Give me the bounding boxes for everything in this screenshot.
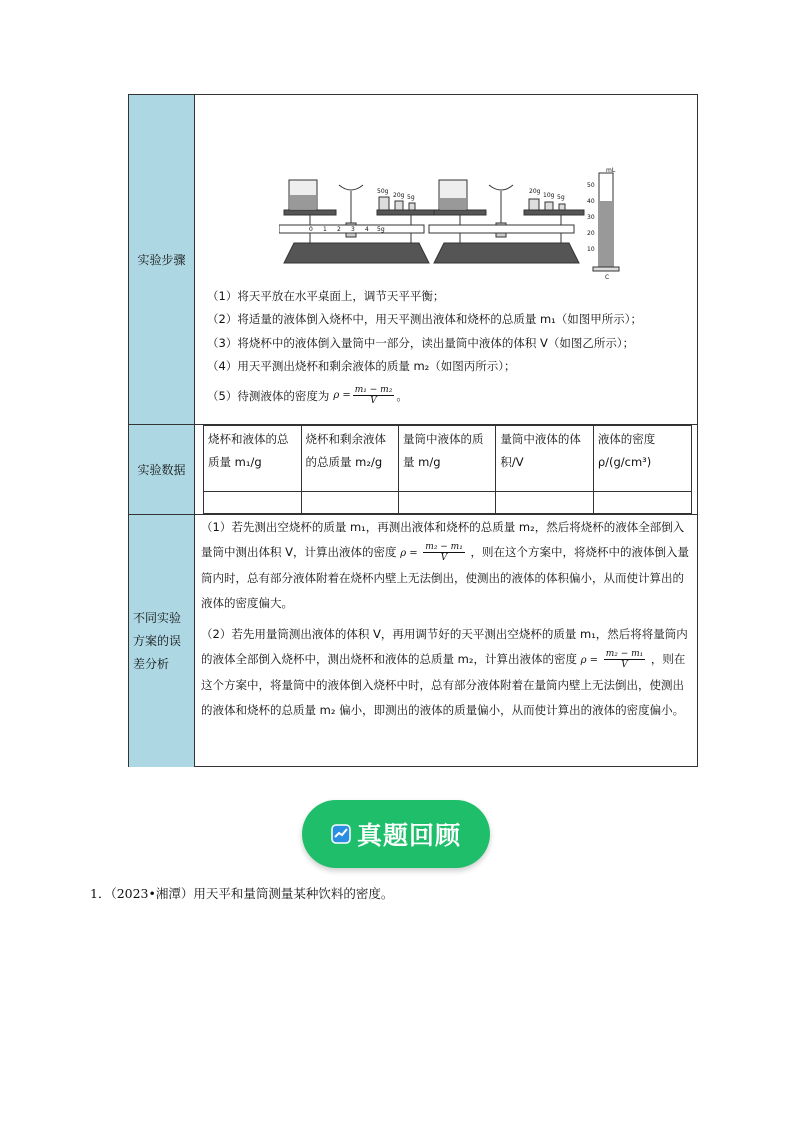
- weight-label-50g: 50g: [377, 188, 389, 195]
- data-header: 烧杯和剩余液体的总质量 m₂/g: [301, 426, 399, 492]
- measuring-cylinder: [593, 173, 619, 271]
- balance-jia: [279, 180, 437, 263]
- error-1-part-1: （1）若先测出空烧杯的质量 m₁，再测出液体和烧杯的总质量 m₂，然后将烧杯的液体全部倒入量筒中测出体积 V，计算出液体的密度: [201, 520, 685, 559]
- data-cell: [204, 492, 302, 514]
- formula-denominator: V: [370, 396, 377, 406]
- formula-numerator: m₂ − m₁: [605, 648, 644, 659]
- step-4: （4）用天平测出烧杯和剩余液体的质量 m₂（如图丙所示）；: [207, 359, 516, 373]
- banner-title: 真题回顾: [356, 821, 461, 850]
- ruler-tick: 0: [309, 226, 313, 233]
- data-header: 量筒中液体的体积/V: [496, 426, 593, 492]
- error-analysis-2: [201, 622, 691, 722]
- balance-bing: [429, 180, 584, 263]
- steps-label: 实验步骤: [137, 252, 186, 267]
- chart-icon: [331, 824, 351, 844]
- data-cell: [399, 492, 496, 514]
- cylinder-unit: mL: [606, 167, 616, 174]
- data-cell: [496, 492, 593, 514]
- error-label: 不同实验方案的误差分析: [133, 610, 182, 671]
- section-banner: [302, 800, 490, 868]
- data-cell: [301, 492, 399, 514]
- balance-figure: [279, 165, 639, 280]
- cylinder-tick: 50: [587, 182, 595, 189]
- step-1: （1）将天平放在水平桌面上，调节天平平衡；: [207, 289, 445, 303]
- density-symbol: ρ =: [333, 389, 351, 401]
- data-label: 实验数据: [137, 462, 186, 477]
- weight-label-20g: 20g: [529, 188, 541, 195]
- error-1-part-2: ，则在这个方案中，将烧杯中的液体倒入量筒内时，总有部分液体附着在烧杯内壁上无法倒出，使测出的液体的体积偏小，从而使计算出的液体的密度偏大。: [201, 544, 689, 610]
- density-symbol: ρ =: [400, 547, 418, 559]
- cylinder-tick: 20: [587, 230, 595, 237]
- weight-label-20g: 20g: [393, 192, 405, 199]
- ruler-tick: 2: [337, 226, 341, 233]
- error-2-part-2: ，则在这个方案中，将量筒中的液体倒入烧杯中时，总有部分液体附着在量筒内壁上无法倒出，使测出的液体和烧杯的总质量 m₂ 偏小，即测出的液体的质量偏小，从而使计算出的液体的密度偏小。: [201, 651, 686, 717]
- formula-denominator: V: [621, 659, 628, 670]
- density-symbol: ρ =: [580, 654, 599, 666]
- weight-label-5g: 5g: [557, 194, 565, 201]
- data-table: [203, 425, 692, 514]
- data-header: 液体的密度 ρ/(g/cm³): [593, 426, 691, 492]
- steps-label-cell: [129, 95, 195, 425]
- data-header: 量筒中液体的质量 m/g: [399, 426, 496, 492]
- cylinder-label: C: [605, 274, 610, 280]
- density-formula: [423, 542, 465, 563]
- step-3: （3）将烧杯中的液体倒入量筒中一部分，读出量筒中液体的体积 V（如图乙所示）；: [207, 336, 635, 350]
- error-analysis-1: [201, 515, 691, 615]
- ruler-tick: 4: [365, 226, 369, 233]
- step-2: （2）将适量的液体倒入烧杯中，用天平测出液体和烧杯的总质量 m₁（如图甲所示）；: [207, 312, 643, 326]
- cylinder-tick: 40: [587, 198, 595, 205]
- data-label-cell: [129, 425, 195, 515]
- formula-numerator: m₂ − m₁: [425, 541, 463, 552]
- cylinder-tick: 30: [587, 214, 595, 221]
- cylinder-tick: 10: [587, 246, 595, 253]
- formula-numerator: m₁ − m₂: [354, 385, 393, 395]
- ruler-tick: 1: [323, 226, 327, 233]
- weight-label-10g: 10g: [543, 192, 555, 199]
- error-2-part-1: （2）若先用量筒测出液体的体积 V，再用调节好的天平测出空烧杯的质量 m₁，然后将将量筒内的液体全部倒入烧杯中，测出烧杯和液体的总质量 m₂，计算出液体的密度: [201, 627, 688, 666]
- ruler-tick: 3: [351, 226, 355, 233]
- question-1: 1．（2023•湘潭）用天平和量筒测量某种饮料的密度。: [90, 886, 394, 901]
- data-cell: [593, 492, 691, 514]
- step-5-prefix: （5）待测液体的密度为: [207, 388, 330, 403]
- experiment-table: [128, 94, 698, 767]
- density-formula: [604, 649, 646, 670]
- ruler-tick: 5g: [377, 226, 385, 233]
- data-header: 烧杯和液体的总质量 m₁/g: [204, 426, 302, 492]
- step-5-suffix: 。: [396, 388, 408, 403]
- weight-label-5g: 5g: [407, 194, 415, 201]
- step-5: [207, 385, 408, 406]
- formula-denominator: V: [440, 552, 448, 563]
- density-formula: [353, 385, 395, 406]
- error-label-cell: [129, 515, 195, 767]
